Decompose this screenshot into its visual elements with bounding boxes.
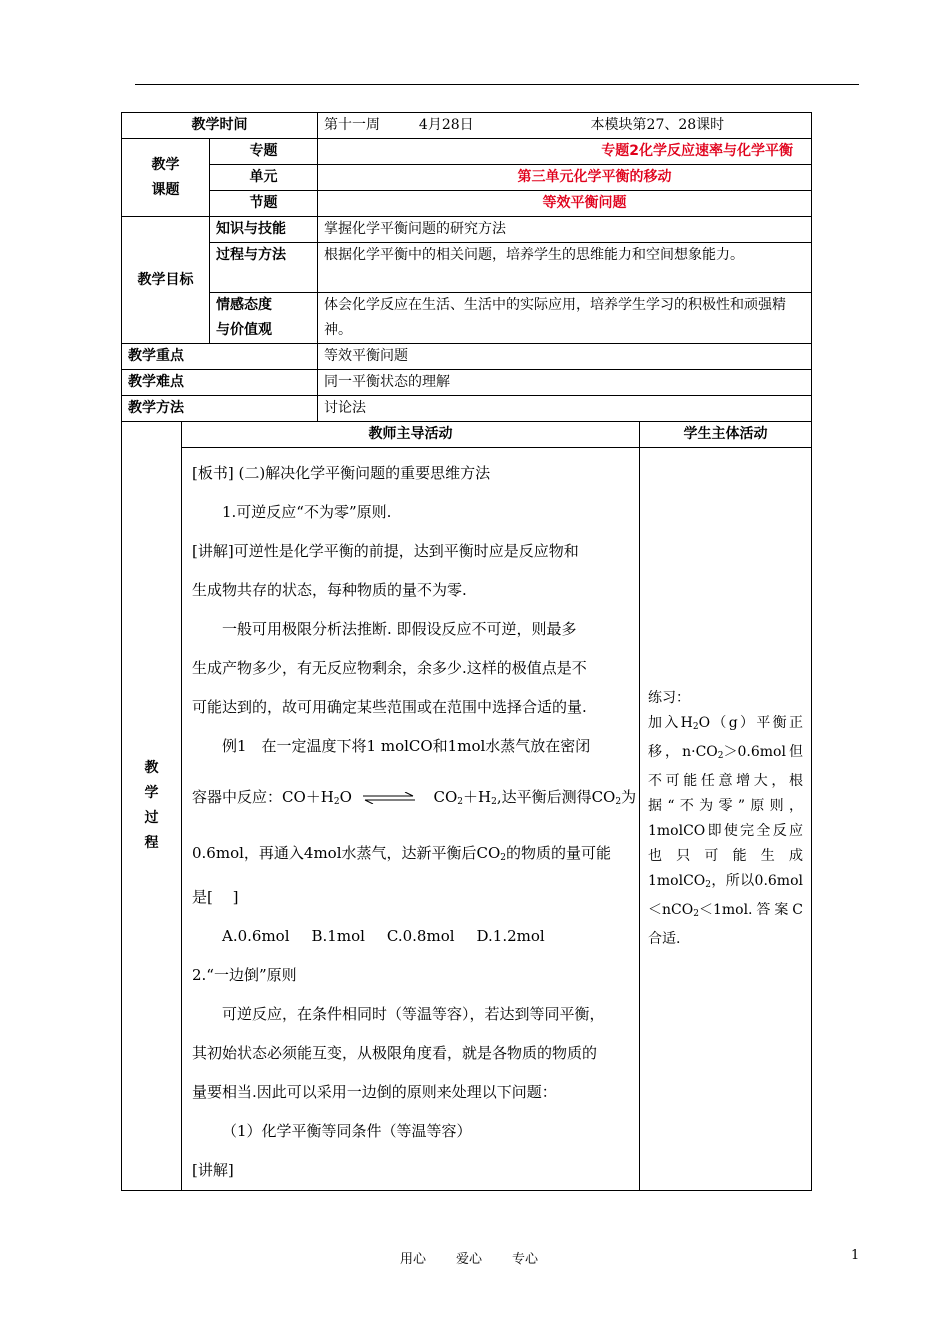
difficulty-value: 同一平衡状态的理解 [318, 370, 812, 396]
teacher-line: 1.可逆反应“不为零”原则. [222, 503, 392, 521]
section-value: 等效平衡问题 [318, 191, 812, 217]
unit-label: 单元 [210, 165, 318, 191]
student-activity-header: 学生主体活动 [640, 422, 812, 448]
reversible-arrow-icon [363, 792, 415, 804]
method-value: 讨论法 [318, 396, 812, 422]
process-method-label: 过程与方法 [210, 243, 318, 293]
header-rule [135, 84, 859, 85]
student-exercise-title: 练习： [648, 690, 690, 706]
process-label: 教 学 过 程 [122, 422, 182, 1191]
footer-word: 专心 [512, 1252, 539, 1267]
teacher-line: [讲解] [192, 1161, 234, 1179]
period: 本模块第27、28课时 [590, 117, 725, 133]
option-d: D.1.2mol [476, 927, 545, 945]
unit-value: 第三单元化学平衡的移动 [318, 165, 812, 191]
teacher-line: 生成物共存的状态，每种物质的量不为零. [192, 581, 467, 599]
key-point-value: 等效平衡问题 [318, 344, 812, 370]
option-b: B.1mol [311, 927, 365, 945]
teacher-line: 量要相当.因此可以采用一边倒的原则来处理以下问题： [192, 1083, 557, 1101]
teacher-activity-content [182, 448, 640, 1191]
topic-label: 专题 [210, 139, 318, 165]
emotion-value: 体会化学反应在生活、生活中的实际应用，培养学生学习的积极性和顽强精神。 [318, 293, 812, 344]
teacher-line: 其初始状态必须能互变，从极限角度看，就是各物质的物质的 [192, 1044, 598, 1062]
lesson-plan-table [121, 112, 812, 1191]
topic-value: 专题2化学反应速率与化学平衡 [318, 139, 812, 165]
teaching-time-value [318, 113, 812, 139]
knowledge-label: 知识与技能 [210, 217, 318, 243]
teacher-line: [讲解]可逆性是化学平衡的前提，达到平衡时应是反应物和 [192, 542, 579, 560]
knowledge-value: 掌握化学平衡问题的研究方法 [318, 217, 812, 243]
difficulty-label: 教学难点 [122, 370, 318, 396]
teacher-line: 可能达到的，故可用确定某些范围或在范围中选择合适的量. [192, 698, 587, 716]
method-label: 教学方法 [122, 396, 318, 422]
reaction-equation-line: 容器中反应：$CO+H_2O$ $CO_2+H_2$,达平衡后测得$CO_2$为 [192, 788, 637, 807]
footer-word: 用心 [400, 1252, 427, 1267]
teacher-line: 2.“一边倒”原则 [192, 966, 297, 984]
key-point-label: 教学重点 [122, 344, 318, 370]
student-exercise-answer: 加入$H_2O(g)$平衡正移，$n\cdot CO_2>0.6mol$但不可能任意增大，根据“不为零”原则，1molCO即使完全反应也只可能生成1molCO$_2$，所以0.6mol＜nCO$_2$＜1mol.答案C合适. [648, 715, 803, 947]
objectives-label: 教学目标 [122, 217, 210, 344]
topic-group-label: 教学课题 [122, 139, 210, 217]
page-number: 1 [851, 1248, 860, 1263]
teacher-line: 可逆反应，在条件相同时（等温等容），若达到等同平衡， [222, 1005, 605, 1023]
student-activity-content [640, 448, 812, 1191]
option-c: C.0.8mol [386, 927, 455, 945]
emotion-label: 情感态度 与价值观 [210, 293, 318, 344]
answer-options [192, 917, 629, 956]
teacher-activity-header: 教师主导活动 [182, 422, 640, 448]
option-a: A.0.6mol [222, 927, 290, 945]
teacher-line: 生成产物多少，有无反应物剩余，余多少.这样的极值点是不 [192, 659, 587, 677]
teacher-line: [板书] (二)解决化学平衡问题的重要思维方法 [192, 464, 491, 482]
week: 第十一周 [324, 117, 380, 133]
date: 4月28日 [418, 117, 474, 133]
teacher-line: 例1 在一定温度下将1 molCO和1mol水蒸气放在密闭 [222, 737, 591, 755]
teacher-line: 一般可用极限分析法推断. 即假设反应不可逆，则最多 [222, 620, 577, 638]
teaching-time-label: 教学时间 [122, 113, 318, 139]
teacher-line: （1）化学平衡等同条件（等温等容） [222, 1122, 472, 1140]
section-label: 节题 [210, 191, 318, 217]
process-method-value: 根据化学平衡中的相关问题，培养学生的思维能力和空间想象能力。 [318, 243, 812, 293]
teacher-line: 是[ ] [192, 888, 239, 906]
footer-motto [400, 1248, 568, 1267]
footer-word: 爱心 [456, 1252, 483, 1267]
teacher-line: 0.6mol，再通入4mol水蒸气，达新平衡后$CO_2$的物质的量可能 [192, 844, 612, 863]
